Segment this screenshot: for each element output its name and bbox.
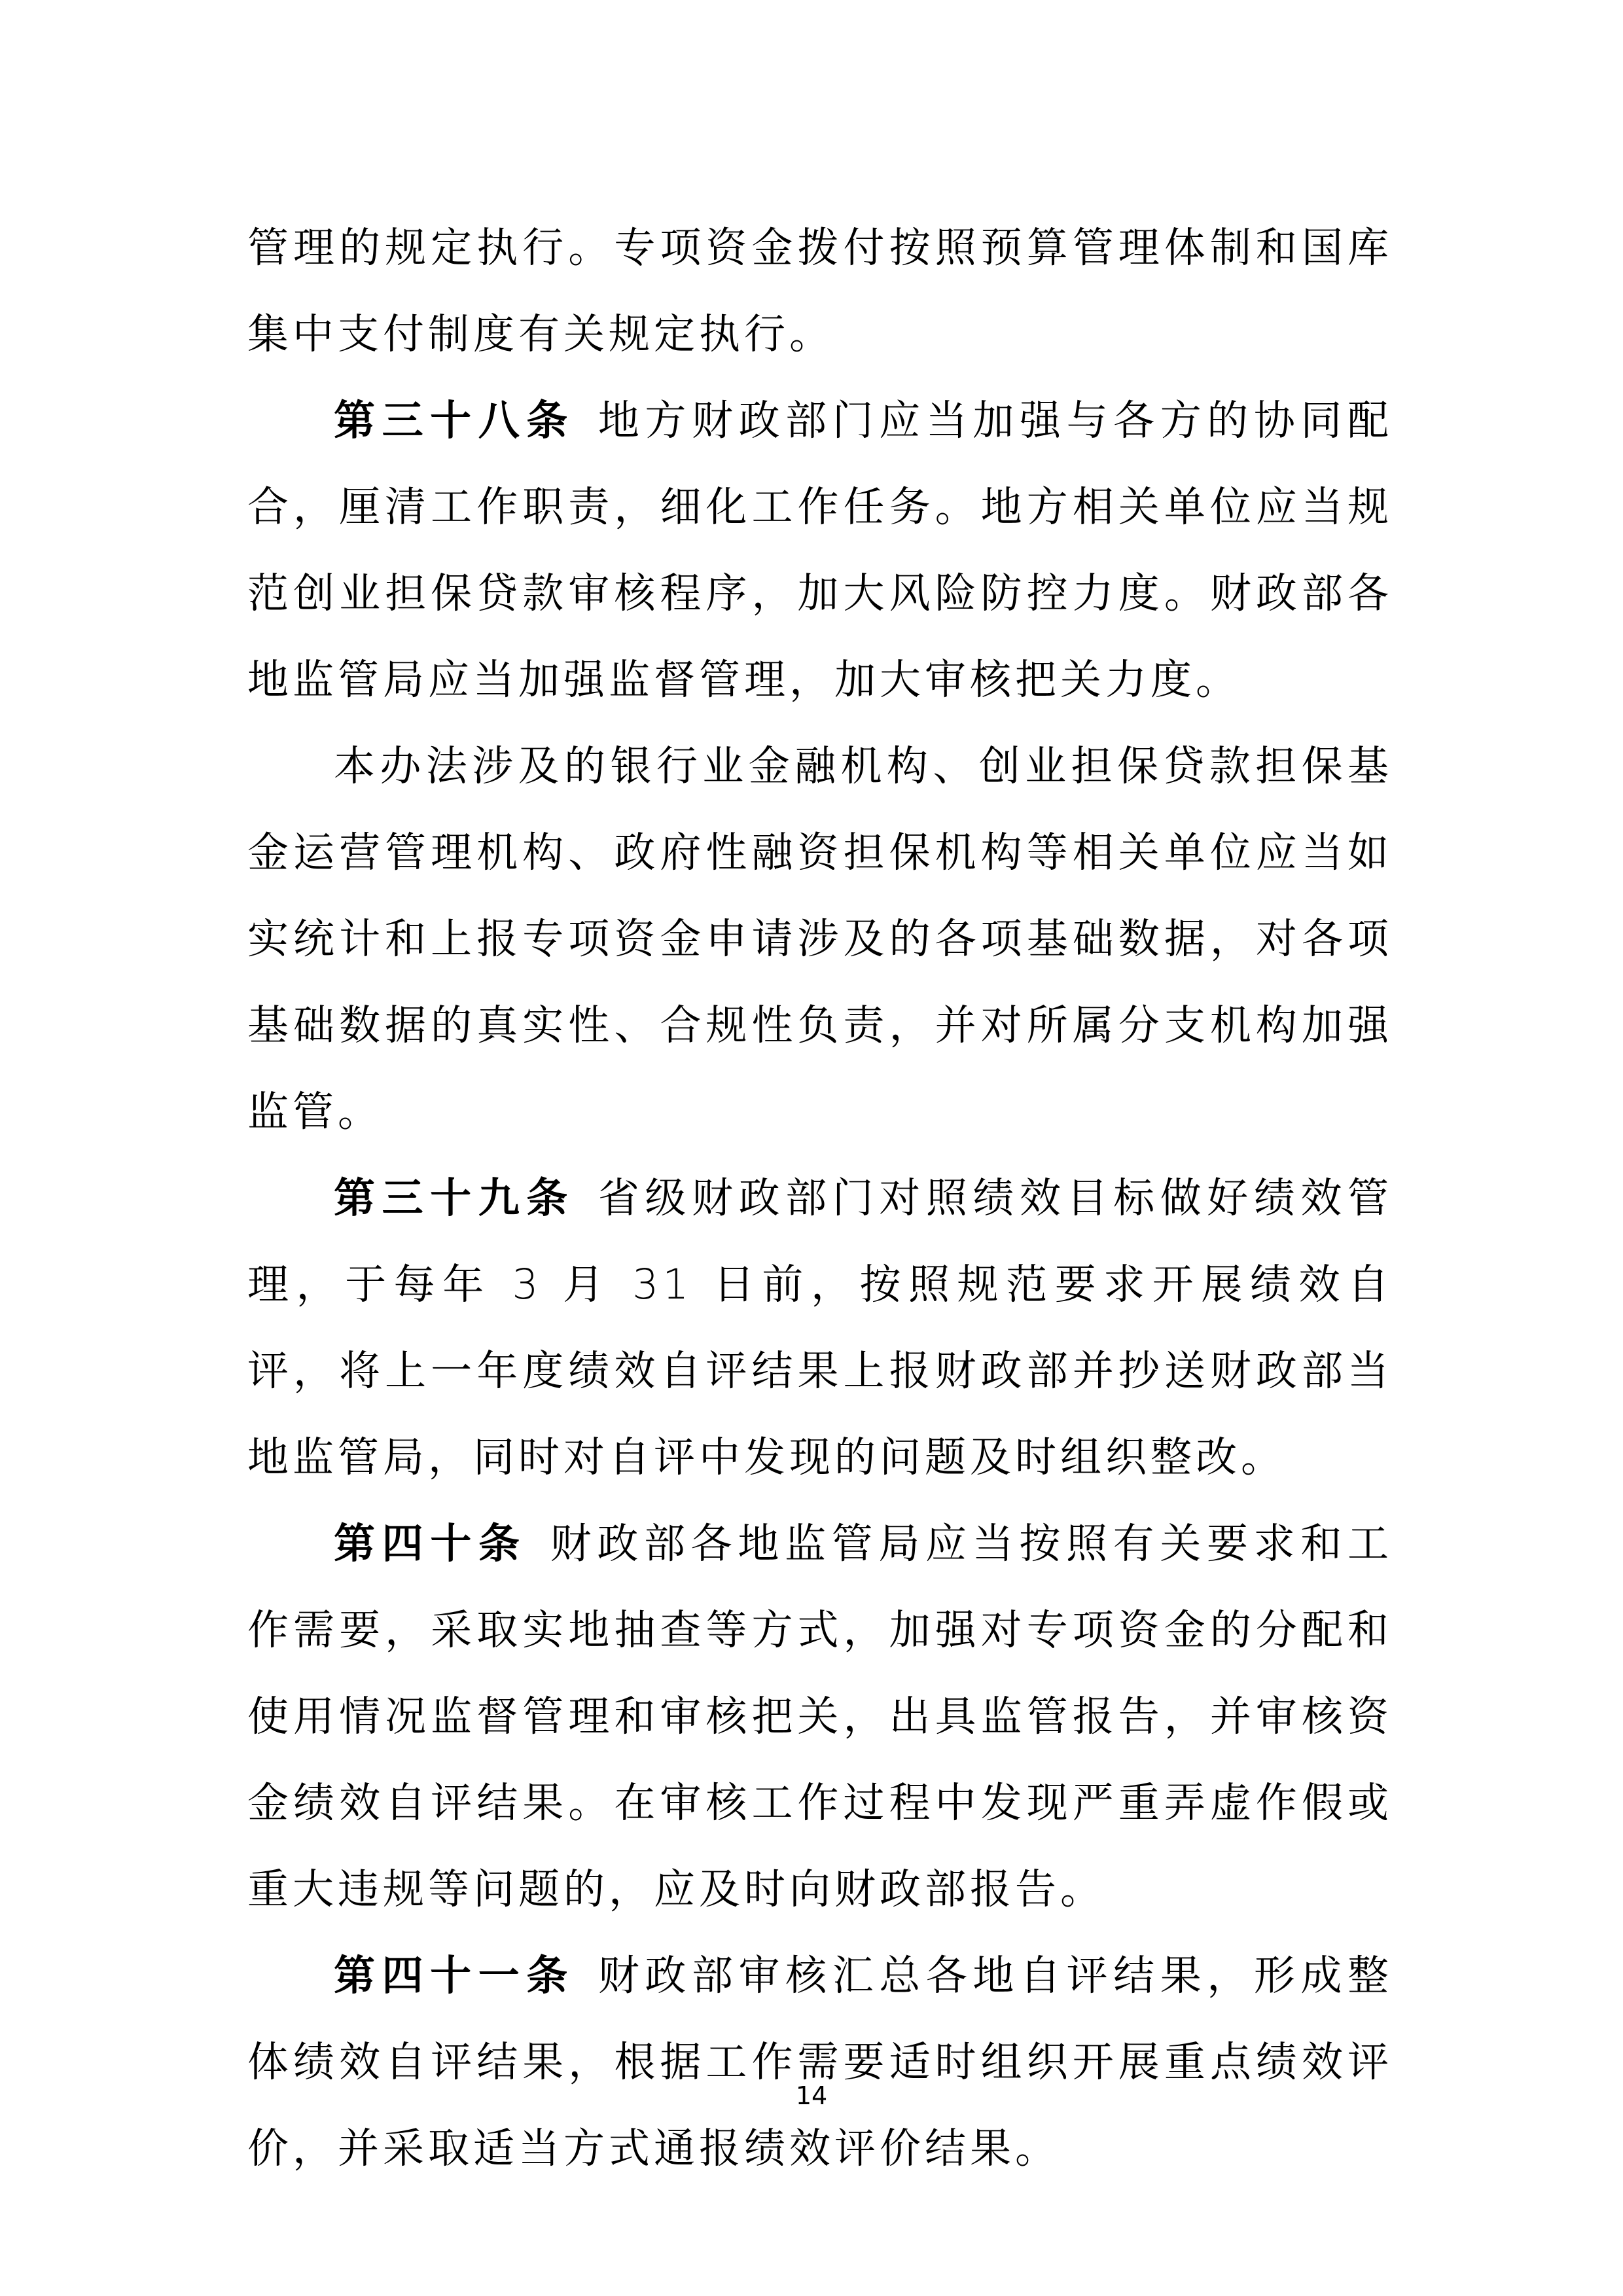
article-40 <box>247 1501 1393 1933</box>
article-title: 第三十九条 <box>334 1174 575 1222</box>
article-title: 第四十一条 <box>334 1952 575 2000</box>
article-title: 第四十条 <box>334 1520 527 1568</box>
article-text: 地方财政部门应当加强与各方的协同配合，厘清工作职责，细化工作任务。地方相关单位应当规范创业担保贷款审核程序，加大风险防控力度。财政部各地监管局应当加强监督管理，加大审核把关力度。 <box>247 397 1393 704</box>
article-38 <box>247 378 1393 723</box>
paragraph-text: 管理的规定执行。专项资金拨付按照预算管理体制和国库集中支付制度有关规定执行。 <box>247 224 1393 358</box>
paragraph-continuation <box>247 205 1393 378</box>
article-39 <box>247 1155 1393 1501</box>
page-number: 14 <box>795 2081 828 2110</box>
paragraph-banks <box>247 723 1393 1155</box>
article-text: 财政部各地监管局应当按照有关要求和工作需要，采取实地抽查等方式，加强对专项资金的分配和使用情况监督管理和审核把关，出具监管报告，并审核资金绩效自评结果。在审核工作过程中发现严重弄虚作假或重大违规等问题的，应及时向财政部报告。 <box>247 1520 1393 1913</box>
paragraph-text: 本办法涉及的银行业金融机构、创业担保贷款担保基金运营管理机构、政府性融资担保机构等相关单位应当如实统计和上报专项资金申请涉及的各项基础数据，对各项基础数据的真实性、合规性负责，并对所属分支机构加强监管。 <box>247 742 1393 1136</box>
article-text: 财政部审核汇总各地自评结果，形成整体绩效自评结果，根据工作需要适时组织开展重点绩效评价，并采取适当方式通报绩效评价结果。 <box>247 1952 1393 2172</box>
article-title: 第三十八条 <box>334 397 575 444</box>
document-body <box>247 205 1393 2192</box>
article-41 <box>247 1933 1393 2192</box>
article-text: 省级财政部门对照绩效目标做好绩效管理，于每年 3 月 31 日前，按照规范要求开展绩效自评，将上一年度绩效自评结果上报财政部并抄送财政部当地监管局，同时对自评中发现的问题及时组织整改。 <box>247 1174 1393 1481</box>
